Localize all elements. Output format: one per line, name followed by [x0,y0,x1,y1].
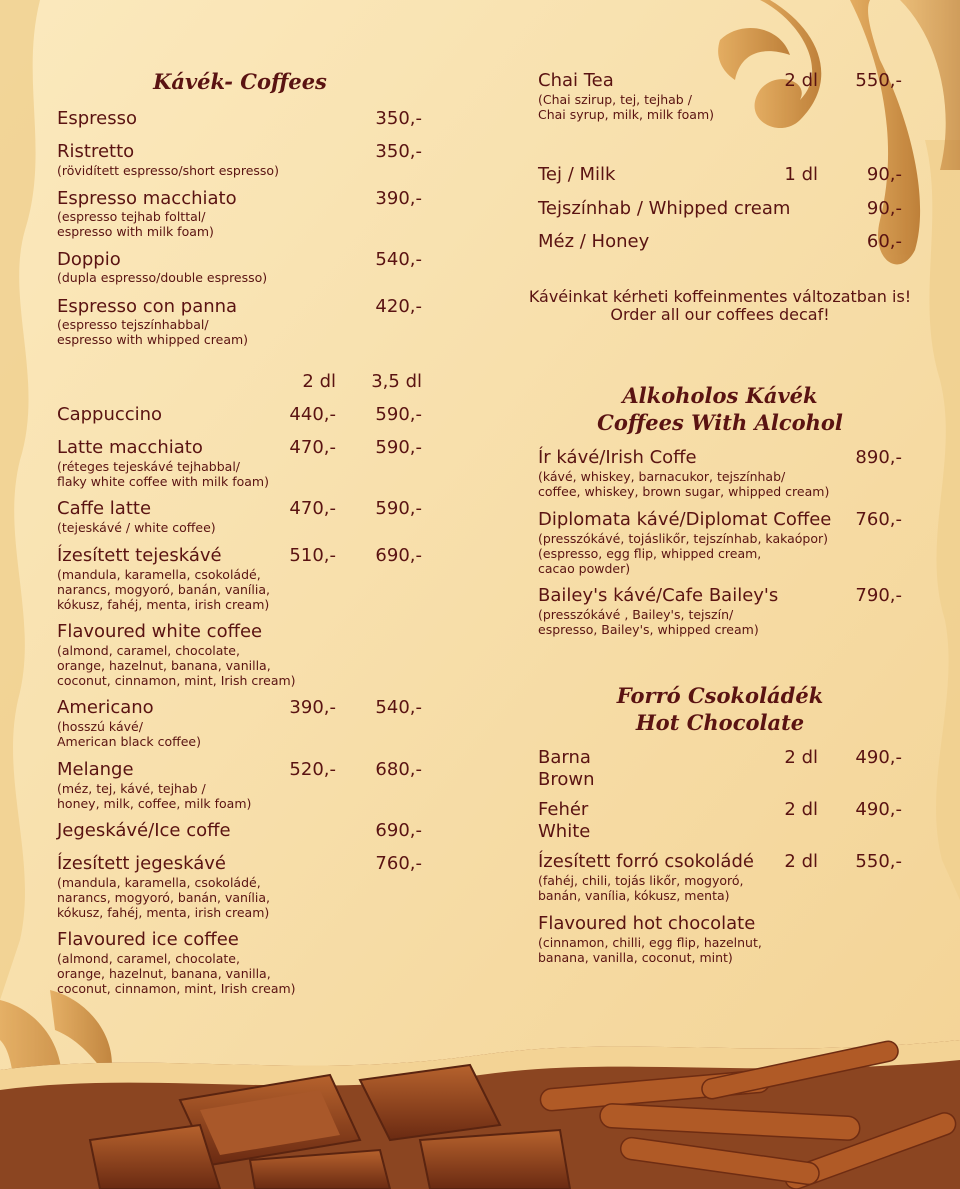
item-price: 420,- [375,296,422,317]
item-price: 350,- [375,141,422,162]
item-name: Tej / Milk [538,164,616,185]
coffees-title: Kávék- Coffees [153,69,327,94]
size-header-small: 2 dl [302,371,336,392]
item-price: 550,- [855,851,902,872]
item-size: 2 dl [784,799,818,820]
item-name: Ristretto [57,141,135,162]
item-price: 60,- [866,231,902,252]
item-name: Diplomata kávé/Diplomat Coffee [538,509,832,530]
alcohol-title: Alkoholos Kávék Coffees With Alcohol [597,383,843,435]
item-price-large: 590,- [375,437,422,458]
item-desc: (kávé, whiskey, barnacukor, tejszínhab/ coffee, whiskey, brown sugar, whipped cream) [538,469,830,499]
item-name: Flavoured hot chocolate [538,913,756,934]
item-name: Jegeskávé/Ice coffe [57,820,231,841]
item-price: 540,- [375,249,422,270]
item-name: Cappuccino [57,404,163,425]
item-name: Flavoured ice coffee [57,929,239,950]
item-desc: (mandula, karamella, csokoládé, narancs, mogyoró, banán, vanília, kókusz, fahéj, menta, irish cream) [57,875,270,920]
item-name: Espresso [57,108,138,129]
item-price-small: 470,- [289,498,336,519]
item-desc: (almond, caramel, chocolate, orange, hazelnut, banana, vanilla, coconut, cinnamon, mint, Irish cream) [57,643,296,688]
item-price: 890,- [855,447,902,468]
item-price-small: 390,- [289,697,336,718]
item-name: Americano [57,697,154,718]
item-size: 1 dl [784,164,818,185]
chocolate-title: Forró Csokoládék Hot Chocolate [616,683,824,735]
item-desc: (rövidített espresso/short espresso) [57,163,279,178]
item-name: Melange [57,759,134,780]
item-name: Ízesített tejeskávé [57,545,222,566]
item-size: 2 dl [784,851,818,872]
decaf-note: Kávéinkat kérheti koffeinmentes változatban is! Order all our coffees decaf! [528,287,912,324]
item-price-small: 470,- [289,437,336,458]
item-desc: (tejeskávé / white coffee) [57,520,216,535]
item-name: Chai Tea [538,70,614,91]
item-name: Ízesített jegeskávé [57,853,226,874]
item-price-large: 760,- [375,853,422,874]
item-desc: (presszókávé , Bailey's, tejszín/ espresso, Bailey's, whipped cream) [538,607,759,637]
item-name: Fehér White [538,799,591,842]
item-desc: (almond, caramel, chocolate, orange, hazelnut, banana, vanilla, coconut, cinnamon, mint, Irish cream) [57,951,296,996]
item-name: Ír kávé/Irish Coffe [538,447,697,468]
item-name: Espresso macchiato [57,188,237,209]
item-price: 490,- [855,747,902,768]
item-name: Caffe latte [57,498,152,519]
item-price-large: 540,- [375,697,422,718]
item-price: 490,- [855,799,902,820]
item-desc: (hosszú kávé/ American black coffee) [57,719,202,749]
item-name: Doppio [57,249,121,270]
item-price-small: 510,- [289,545,336,566]
item-price: 790,- [855,585,902,606]
item-price-large: 590,- [375,404,422,425]
item-price: 390,- [375,188,422,209]
item-desc: (espresso tejhab folttal/ espresso with milk foam) [57,209,214,239]
item-desc: (espresso tejszínhabbal/ espresso with whipped cream) [57,317,249,347]
item-price-large: 590,- [375,498,422,519]
item-price: 90,- [866,198,902,219]
item-desc: (cinnamon, chilli, egg flip, hazelnut, banana, vanilla, coconut, mint) [538,935,762,965]
item-name: Espresso con panna [57,296,238,317]
item-price: 350,- [375,108,422,129]
item-name: Latte macchiato [57,437,203,458]
item-name: Tejszínhab / Whipped cream [538,198,791,219]
item-desc: (dupla espresso/double espresso) [57,270,268,285]
item-name: Bailey's kávé/Cafe Bailey's [538,585,779,606]
item-desc: (réteges tejeskávé tejhabbal/ flaky white coffee with milk foam) [57,459,269,489]
item-name: Méz / Honey [538,231,650,252]
item-price: 90,- [866,164,902,185]
item-price-large: 690,- [375,820,422,841]
item-desc: (Chai szirup, tej, tejhab / Chai syrup, milk, milk foam) [538,92,715,122]
item-price: 760,- [855,509,902,530]
item-desc: (mandula, karamella, csokoládé, narancs, mogyoró, banán, vanília, kókusz, fahéj, menta, irish cream) [57,567,270,612]
item-desc: (méz, tej, kávé, tejhab / honey, milk, coffee, milk foam) [57,781,252,811]
item-price-large: 690,- [375,545,422,566]
item-desc: (presszókávé, tojáslikőr, tejszínhab, kakaópor) (espresso, egg flip, whipped cream, cacao powder) [538,531,829,576]
item-price-small: 520,- [289,759,336,780]
item-price-large: 680,- [375,759,422,780]
item-price: 550,- [855,70,902,91]
item-desc: (fahéj, chili, tojás likőr, mogyoró, banán, vanília, kókusz, menta) [538,873,744,903]
item-name: Flavoured white coffee [57,621,263,642]
size-header-large: 3,5 dl [371,371,422,392]
item-size: 2 dl [784,747,818,768]
item-name: Barna Brown [538,747,595,790]
item-size: 2 dl [784,70,818,91]
item-name: Ízesített forró csokoládé [538,851,754,872]
item-price-small: 440,- [289,404,336,425]
